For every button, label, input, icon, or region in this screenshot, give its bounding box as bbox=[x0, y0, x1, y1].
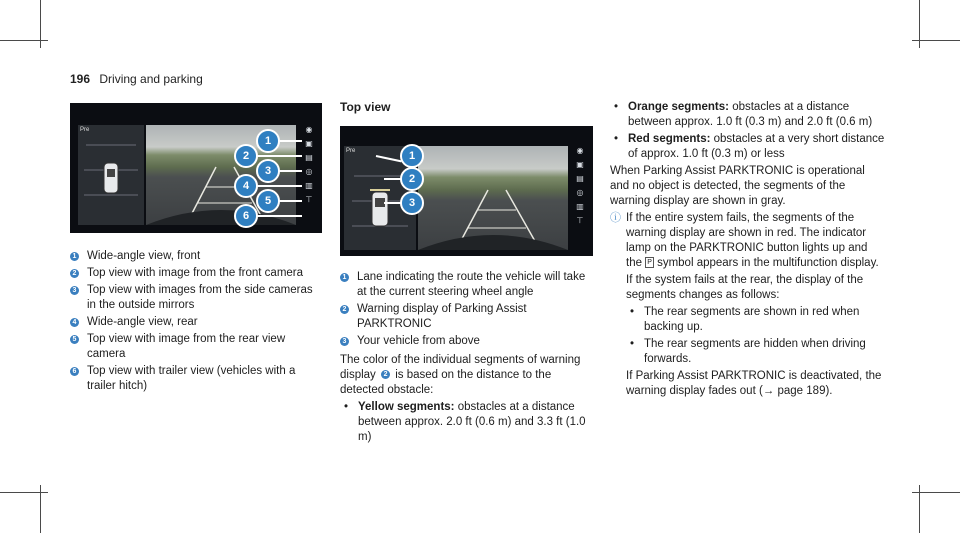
figure1-captions bbox=[70, 249, 320, 396]
section-title: Driving and parking bbox=[99, 72, 203, 86]
inline-callout: 2 bbox=[381, 370, 390, 379]
view-menu bbox=[300, 123, 318, 207]
callout-3: 3 bbox=[400, 191, 424, 215]
crop-mark bbox=[912, 40, 960, 41]
camera-icon[interactable]: ◎ bbox=[576, 188, 584, 197]
vehicle-top-view bbox=[78, 125, 144, 225]
list-item: • The rear segments are hidden when driving forwards. bbox=[630, 338, 866, 365]
callout-line bbox=[256, 155, 302, 157]
view-menu bbox=[571, 144, 589, 228]
camera-view bbox=[418, 146, 568, 250]
list-item: 1 Lane indicating the route the vehicle will take at the current steering wheel angle bbox=[340, 270, 595, 300]
trailer-icon[interactable]: ⊤ bbox=[576, 216, 584, 225]
segment-color-intro: The color of the individual segments of warning display 2 is based on the distance to the detected obstacle: bbox=[340, 354, 581, 396]
camera-icon[interactable]: ▤ bbox=[576, 174, 584, 183]
callout-1: 1 bbox=[256, 129, 280, 153]
crop-mark bbox=[0, 40, 48, 41]
list-item: 1 Wide-angle view, front bbox=[70, 249, 320, 264]
right-column bbox=[610, 100, 885, 399]
camera-icon[interactable]: ▣ bbox=[305, 139, 313, 148]
trailer-icon[interactable]: ⊤ bbox=[305, 195, 313, 204]
info-icon: ⓘ bbox=[610, 212, 621, 224]
section-heading: Top view bbox=[340, 100, 391, 114]
callout-line bbox=[256, 215, 302, 217]
camera-icon[interactable]: ◉ bbox=[305, 125, 313, 134]
page-header bbox=[70, 72, 203, 86]
list-item: 5 Top view with image from the rear view camera bbox=[70, 332, 320, 362]
parktronic-off-icon: P bbox=[647, 259, 652, 267]
camera-icon[interactable]: ◎ bbox=[305, 167, 313, 176]
camera-screen-figure bbox=[70, 103, 322, 233]
page-number: 196 bbox=[70, 72, 91, 86]
car-icon bbox=[78, 125, 144, 225]
mode-label: Pre bbox=[346, 148, 356, 154]
crop-mark bbox=[912, 492, 960, 493]
list-item: 2 Warning display of Parking Assist PARKTRONIC bbox=[340, 302, 595, 332]
camera-icon[interactable]: ▤ bbox=[305, 153, 313, 162]
list-item: • The rear segments are shown in red when backing up. bbox=[630, 306, 860, 333]
callout-4: 4 bbox=[234, 174, 258, 198]
parking-guide-lines bbox=[418, 146, 568, 250]
list-item: • Red segments: obstacles at a very short distance of approx. 1.0 ft (0.3 m) or less bbox=[614, 133, 885, 160]
info-note: ⓘ If the entire system fails, the segments of the warning display are shown in red. The indicator lamp on the PARKTRONIC button lights up and the P symbol appears in the multifunction display. If the system fails at the rear, the display of the segments changes as follows: • The rear segments are shown in red when backing up. • The rear segments are hidden when driving forwards. If Parking Assist PARKTRONIC is deactivated, the warning display fades out (→ page 189). bbox=[610, 211, 885, 399]
topview-screen-figure bbox=[340, 126, 593, 256]
callout-2: 2 bbox=[234, 144, 258, 168]
callout-2: 2 bbox=[400, 167, 424, 191]
list-item: 4 Wide-angle view, rear bbox=[70, 315, 320, 330]
callout-5: 5 bbox=[256, 189, 280, 213]
callout-3: 3 bbox=[256, 159, 280, 183]
camera-icon[interactable]: ▥ bbox=[305, 181, 313, 190]
topview-section bbox=[340, 100, 595, 127]
operational-text: When Parking Assist PARKTRONIC is operational and no object is detected, the segments of the warning display are shown in gray. bbox=[610, 165, 865, 207]
callout-line bbox=[256, 185, 302, 187]
list-item: 3 Your vehicle from above bbox=[340, 334, 595, 349]
crop-mark bbox=[0, 492, 48, 493]
callout-6: 6 bbox=[234, 204, 258, 228]
camera-icon[interactable]: ◉ bbox=[576, 146, 584, 155]
callout-1: 1 bbox=[400, 144, 424, 168]
list-item: • Orange segments: obstacles at a distance between approx. 1.0 ft (0.3 m) and 2.0 ft (0.6 m) bbox=[614, 101, 873, 128]
topview-text bbox=[340, 270, 595, 447]
mode-label: Pre bbox=[80, 127, 90, 133]
camera-icon[interactable]: ▣ bbox=[576, 160, 584, 169]
list-item: • Yellow segments: obstacles at a distance between approx. 2.0 ft (0.6 m) and 3.3 ft (1.0 m) bbox=[344, 401, 586, 443]
camera-icon[interactable]: ▥ bbox=[576, 202, 584, 211]
list-item: 6 Top view with trailer view (vehicles with a trailer hitch) bbox=[70, 364, 320, 394]
list-item: 2 Top view with image from the front camera bbox=[70, 266, 320, 281]
list-item: 3 Top view with images from the side cameras in the outside mirrors bbox=[70, 283, 320, 313]
